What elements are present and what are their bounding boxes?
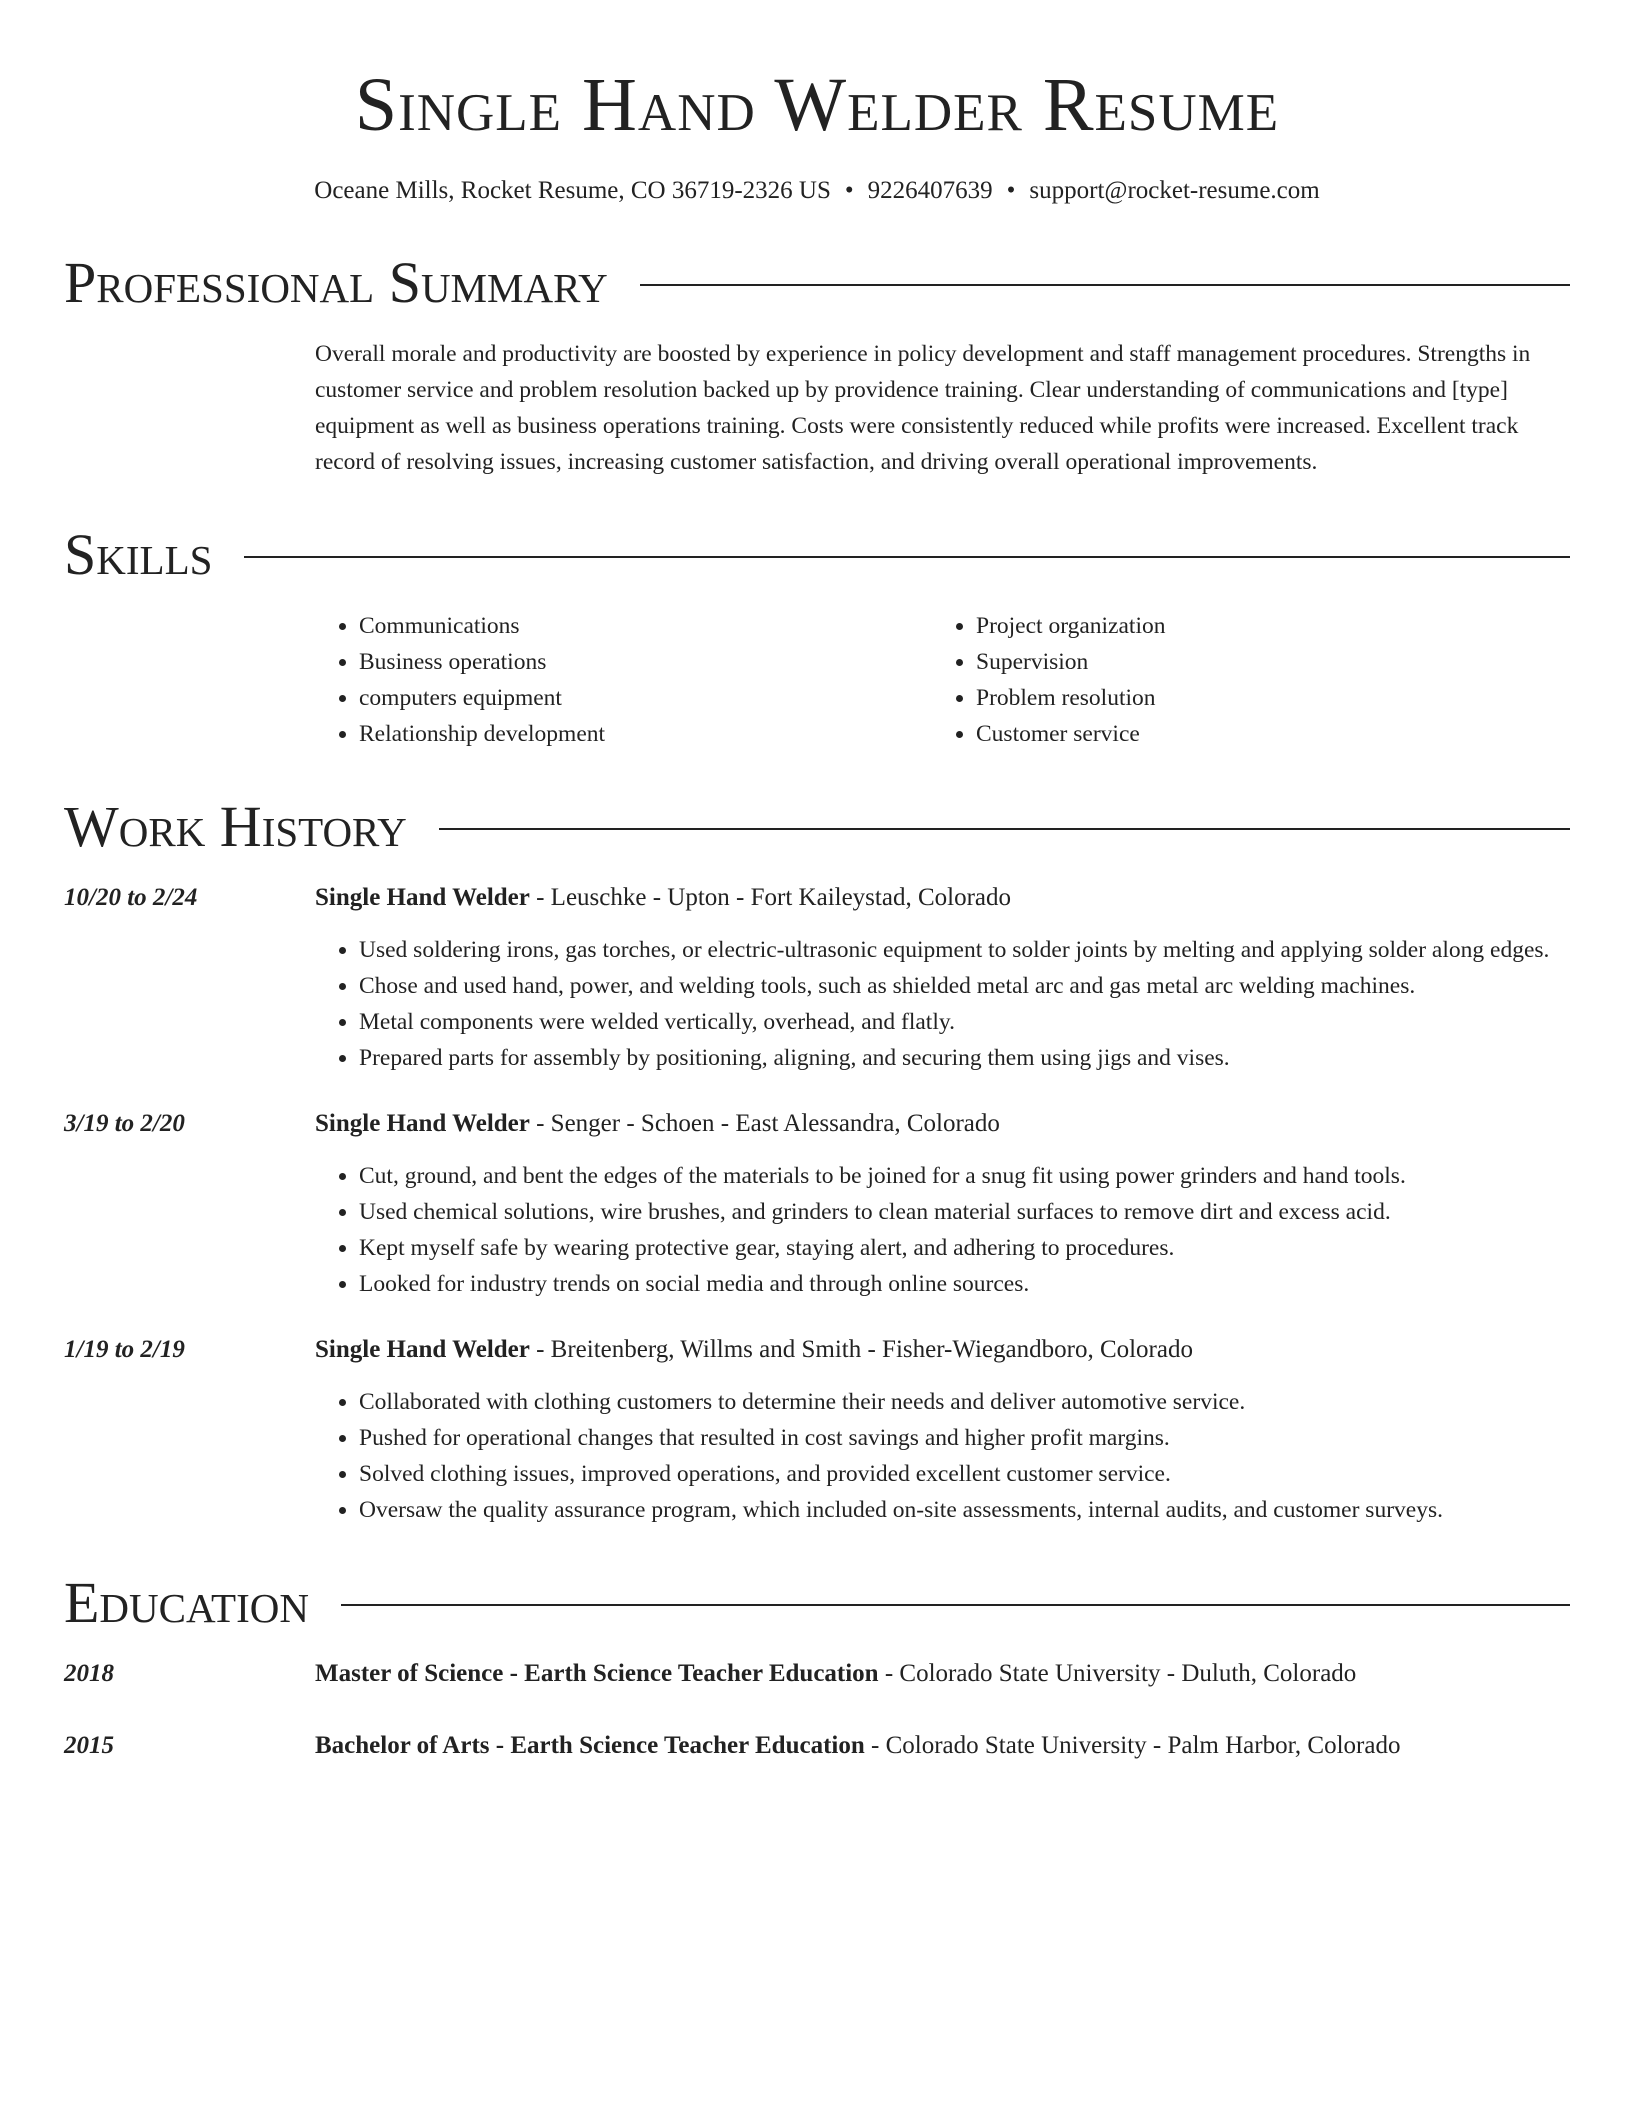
job-headline [315,1332,1570,1368]
job-title: Single Hand Welder [315,884,530,911]
section-divider [640,284,1570,286]
education-heading: Education [64,1570,309,1635]
job-entry [64,1106,1570,1302]
skills-list [315,608,1570,752]
skills-heading: Skills [64,522,213,587]
skills-section-header [64,524,1570,586]
skill-item: • Project organization [976,608,1549,644]
section-divider [439,828,1570,830]
work-section-header [64,796,1570,858]
job-bullet: • Kept myself safe by wearing protective gear, staying alert, and adhering to procedures. [359,1230,1570,1266]
job-entry [64,1332,1570,1528]
contact-address: Oceane Mills, Rocket Resume, CO 36719-2326 US [314,177,831,204]
job-dates: 3/19 to 2/20 [64,1110,185,1137]
education-entry [64,1656,1570,1692]
job-bullet: • Used soldering irons, gas torches, or electric-ultrasonic equipment to solder joints by melting and applying solder along edges. [359,932,1570,968]
job-bullet: • Collaborated with clothing customers to determine their needs and deliver automotive service. [359,1384,1570,1420]
education-details: - Colorado State University - Palm Harbor, Colorado [864,1732,1401,1759]
skill-item: • Problem resolution [976,680,1549,716]
skill-item: • Business operations [359,644,932,680]
contact-separator: • [1006,177,1016,204]
job-details: - Breitenberg, Willms and Smith - Fisher-Wiegandboro, Colorado [529,1336,1193,1363]
skill-item: • Customer service [976,716,1549,752]
education-degree: Bachelor of Arts - Earth Science Teacher Education [315,1732,865,1759]
job-headline [315,880,1570,916]
job-bullets [315,932,1570,1076]
work-heading: Work History [64,794,407,859]
resume-title: Single Hand Welder Resume [354,63,1280,147]
job-bullet: • Cut, ground, and bent the edges of the materials to be joined for a snug fit using power grinders and hand tools. [359,1158,1570,1194]
job-bullet: • Used chemical solutions, wire brushes, and grinders to clean material surfaces to remove dirt and excess acid. [359,1194,1570,1230]
education-year: 2018 [64,1660,114,1687]
job-entry [64,880,1570,1076]
education-year: 2015 [64,1732,114,1759]
job-bullet: • Pushed for operational changes that resulted in cost savings and higher profit margins. [359,1420,1570,1456]
job-title: Single Hand Welder [315,1110,530,1137]
job-dates: 10/20 to 2/24 [64,884,198,911]
summary-heading: Professional Summary [64,250,608,315]
education-entry [64,1728,1570,1764]
summary-text: Overall morale and productivity are boosted by experience in policy development and staff management procedures. Strengths in customer service and problem resolution backed up by providence training. Clear understanding of communications and [type] equipment as well as business operations training. Costs were consistently reduced while profits were increased. Excellent track record of resolving issues, increasing customer satisfaction, and driving overall operational improvements. [315,341,1531,475]
job-title: Single Hand Welder [315,1336,530,1363]
contact-phone: 9226407639 [867,177,993,204]
job-bullets [315,1384,1570,1528]
education-degree: Master of Science - Earth Science Teacher Education [315,1660,879,1687]
skills-column-left [315,608,932,752]
skill-item: • computers equipment [359,680,932,716]
education-line [315,1656,1356,1692]
skill-item: • Relationship development [359,716,932,752]
job-details: - Leuschke - Upton - Fort Kaileystad, Colorado [529,884,1011,911]
contact-line [64,174,1570,208]
job-bullet: • Looked for industry trends on social media and through online sources. [359,1266,1570,1302]
job-bullet: • Solved clothing issues, improved operations, and provided excellent customer service. [359,1456,1570,1492]
job-bullet: • Prepared parts for assembly by positioning, aligning, and securing them using jigs and vises. [359,1040,1570,1076]
skill-item: • Supervision [976,644,1549,680]
education-line [315,1728,1400,1764]
job-dates: 1/19 to 2/19 [64,1336,185,1363]
job-details: - Senger - Schoen - East Alessandra, Colorado [529,1110,1000,1137]
job-bullet: • Chose and used hand, power, and welding tools, such as shielded metal arc and gas metal arc welding machines. [359,968,1570,1004]
section-divider [244,556,1570,558]
skill-item: • Communications [359,608,932,644]
section-divider [341,1604,1570,1606]
job-headline [315,1106,1570,1142]
contact-email: support@rocket-resume.com [1029,177,1320,204]
resume-page [64,0,1570,1764]
job-bullets [315,1158,1570,1302]
summary-section-header [64,252,1570,314]
skills-column-right [932,608,1549,752]
job-bullet: • Oversaw the quality assurance program, which included on-site assessments, internal audits, and customer surveys. [359,1492,1570,1528]
education-details: - Colorado State University - Duluth, Colorado [878,1660,1357,1687]
contact-separator: • [844,177,854,204]
job-bullet: • Metal components were welded vertically, overhead, and flatly. [359,1004,1570,1040]
education-section-header [64,1572,1570,1634]
